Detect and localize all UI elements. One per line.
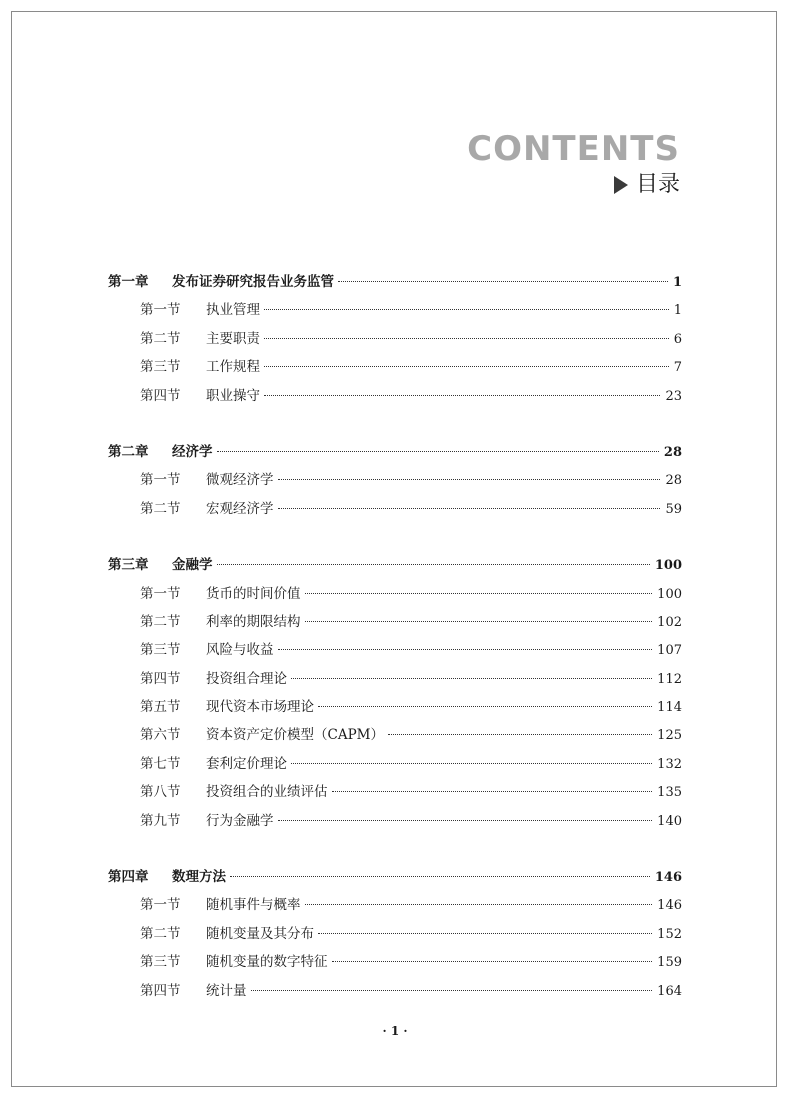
page-ref: 132	[657, 756, 682, 772]
dot-leader	[217, 451, 659, 452]
chapter-number: 第二章	[108, 443, 149, 460]
dot-leader	[217, 564, 650, 565]
dot-leader	[291, 678, 652, 679]
section-number: 第四节	[140, 387, 181, 404]
dot-leader	[332, 791, 653, 792]
dot-leader	[305, 621, 653, 622]
page-ref: 112	[657, 671, 682, 687]
chapter-row[interactable]	[108, 865, 682, 893]
page-ref: 100	[657, 586, 682, 602]
section-title: 投资组合的业绩评估	[206, 784, 328, 801]
section-title: 随机事件与概率	[206, 897, 301, 914]
section-title: 宏观经济学	[206, 500, 274, 517]
chapter-block	[108, 440, 682, 525]
page-ref: 146	[654, 870, 682, 886]
section-row[interactable]	[108, 695, 682, 723]
section-row[interactable]	[108, 723, 682, 751]
section-title: 随机变量及其分布	[206, 925, 314, 942]
section-row[interactable]	[108, 468, 682, 496]
dot-leader	[291, 763, 652, 764]
page-ref: 1	[673, 303, 682, 319]
contents-title-cn-row	[467, 172, 680, 198]
section-row[interactable]	[108, 922, 682, 950]
chapter-number: 第四章	[108, 869, 149, 886]
chapter-row[interactable]	[108, 270, 682, 298]
section-number: 第二节	[140, 613, 181, 630]
section-number: 第三节	[140, 954, 181, 971]
section-title: 套利定价理论	[206, 755, 287, 772]
dot-leader	[338, 281, 668, 282]
page-ref: 135	[657, 785, 682, 801]
chapter-block	[108, 553, 682, 837]
section-title: 执业管理	[206, 302, 260, 319]
section-number: 第八节	[140, 784, 181, 801]
chapter-number: 第一章	[108, 274, 149, 290]
chapter-title: 经济学	[172, 443, 213, 460]
dot-leader	[264, 338, 669, 339]
dot-leader	[278, 649, 653, 650]
section-title: 随机变量的数字特征	[206, 954, 328, 971]
page-ref: 28	[665, 473, 682, 489]
page-ref: 59	[665, 501, 682, 517]
page-ref: 6	[673, 331, 682, 347]
section-title: 货币的时间价值	[206, 585, 301, 602]
section-number: 第二节	[140, 500, 181, 517]
section-title: 利率的期限结构	[206, 613, 301, 630]
section-row[interactable]	[108, 384, 682, 412]
page-ref: 164	[657, 983, 682, 999]
section-title: 主要职责	[206, 330, 260, 347]
section-title: 工作规程	[206, 359, 260, 376]
section-title: 职业操守	[206, 387, 260, 404]
dot-leader	[305, 904, 653, 905]
page-ref: 28	[663, 444, 682, 460]
section-row[interactable]	[108, 893, 682, 921]
section-row[interactable]	[108, 355, 682, 383]
chapter-row[interactable]	[108, 553, 682, 581]
section-row[interactable]	[108, 582, 682, 610]
section-row[interactable]	[108, 979, 682, 1007]
triangle-right-icon	[614, 176, 628, 194]
page-number: · 1 ·	[382, 1024, 408, 1038]
page-ref: 125	[657, 728, 682, 744]
page-ref: 107	[657, 643, 682, 659]
chapter-number: 第三章	[108, 557, 149, 574]
page-ref: 114	[657, 700, 682, 716]
dot-leader	[278, 508, 661, 509]
section-row[interactable]	[108, 950, 682, 978]
section-title: 现代资本市场理论	[206, 699, 314, 716]
section-number: 第三节	[140, 642, 181, 659]
section-row[interactable]	[108, 610, 682, 638]
section-row[interactable]	[108, 809, 682, 837]
section-title: 资本资产定价模型（CAPM）	[206, 727, 384, 744]
section-number: 第一节	[140, 585, 181, 602]
section-row[interactable]	[108, 638, 682, 666]
contents-header	[467, 128, 680, 198]
dot-leader	[318, 706, 652, 707]
dot-leader	[278, 479, 661, 480]
section-number: 第一节	[140, 897, 181, 914]
contents-title-cn: 目录	[635, 172, 680, 197]
section-number: 第五节	[140, 699, 181, 716]
page-ref: 1	[672, 275, 682, 290]
page-ref: 100	[654, 558, 682, 574]
chapter-row[interactable]	[108, 440, 682, 468]
section-title: 风险与收益	[206, 642, 274, 659]
section-row[interactable]	[108, 497, 682, 525]
dot-leader	[305, 593, 653, 594]
section-title: 微观经济学	[206, 472, 274, 489]
chapter-block	[108, 270, 682, 412]
section-row[interactable]	[108, 780, 682, 808]
section-row[interactable]	[108, 667, 682, 695]
page-ref: 140	[657, 813, 682, 829]
page-ref: 159	[657, 955, 682, 971]
section-number: 第九节	[140, 812, 181, 829]
section-number: 第二节	[140, 330, 181, 347]
section-row[interactable]	[108, 752, 682, 780]
dot-leader	[388, 734, 652, 735]
section-number: 第六节	[140, 727, 181, 744]
page-ref: 146	[657, 898, 682, 914]
chapter-title: 发布证券研究报告业务监管	[172, 274, 334, 290]
section-number: 第三节	[140, 359, 181, 376]
table-of-contents	[108, 270, 682, 1035]
dot-leader	[230, 876, 650, 877]
page-ref: 102	[657, 614, 682, 630]
section-number: 第七节	[140, 755, 181, 772]
dot-leader	[278, 820, 653, 821]
page-ref: 23	[665, 388, 682, 404]
chapter-block	[108, 865, 682, 1007]
contents-title-en: CONTENTS	[467, 129, 680, 169]
chapter-title: 金融学	[172, 557, 213, 574]
dot-leader	[264, 309, 669, 310]
section-number: 第二节	[140, 925, 181, 942]
dot-leader	[264, 395, 660, 396]
dot-leader	[318, 933, 652, 934]
section-number: 第一节	[140, 472, 181, 489]
section-title: 统计量	[206, 982, 247, 999]
section-title: 投资组合理论	[206, 670, 287, 687]
section-row[interactable]	[108, 327, 682, 355]
section-row[interactable]	[108, 298, 682, 326]
section-number: 第一节	[140, 302, 181, 319]
dot-leader	[332, 961, 653, 962]
page-ref: 7	[673, 360, 682, 376]
dot-leader	[251, 990, 653, 991]
dot-leader	[264, 366, 669, 367]
section-title: 行为金融学	[206, 812, 274, 829]
section-number: 第四节	[140, 982, 181, 999]
page-ref: 152	[657, 926, 682, 942]
section-number: 第四节	[140, 670, 181, 687]
chapter-title: 数理方法	[172, 869, 226, 886]
